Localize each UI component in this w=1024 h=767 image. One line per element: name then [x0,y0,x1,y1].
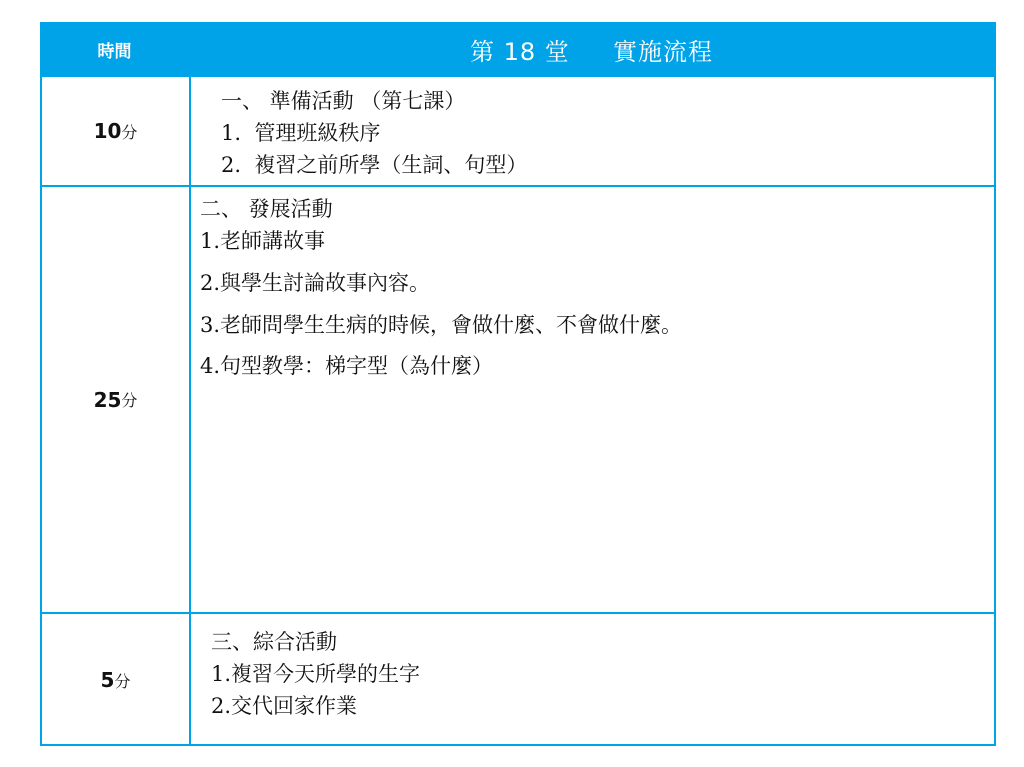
row-1-item-1: 1. 管理班級秩序 [221,121,381,145]
row-3-time-value: 5 [100,668,115,692]
row-2-time-unit: 分 [121,391,138,410]
row-3-content [191,614,991,746]
row-2-time-value: 25 [93,387,122,412]
row-2-time [42,187,189,612]
row-1-content [191,77,991,185]
row-1-item-2: 2. 複習之前所學（生詞、句型） [221,153,528,177]
time-column-header: 時間 [97,42,132,62]
row-1-time [42,77,189,185]
row-3-time-unit: 分 [114,671,131,691]
row-2-item-1: 1.老師講故事 [200,229,326,253]
lesson-plan-table [40,22,996,746]
table-header [40,22,996,77]
lesson-title-header: 第 18 堂 實施流程 [470,38,713,66]
row-2-content [191,187,991,612]
row-2-item-4: 4.句型教學：梯字型（為什麼） [200,354,494,378]
row-2-heading: 二、 發展活動 [200,197,333,221]
row-1-time-unit: 分 [121,122,138,142]
row-3-time [42,614,189,746]
row-1-heading: 一、 準備活動 （第七課） [221,89,466,113]
row-2-item-3: 3.老師問學生生病的時候，會做什麼、不會做什麼。 [200,313,683,337]
row-2-item-2: 2.與學生討論故事內容。 [200,271,431,295]
row-1-time-value: 10 [93,119,122,143]
row-3-item-1: 1.複習今天所學的生字 [211,662,421,686]
row-3-item-2: 2.交代回家作業 [211,694,358,718]
row-3-heading: 三、綜合活動 [211,630,337,654]
